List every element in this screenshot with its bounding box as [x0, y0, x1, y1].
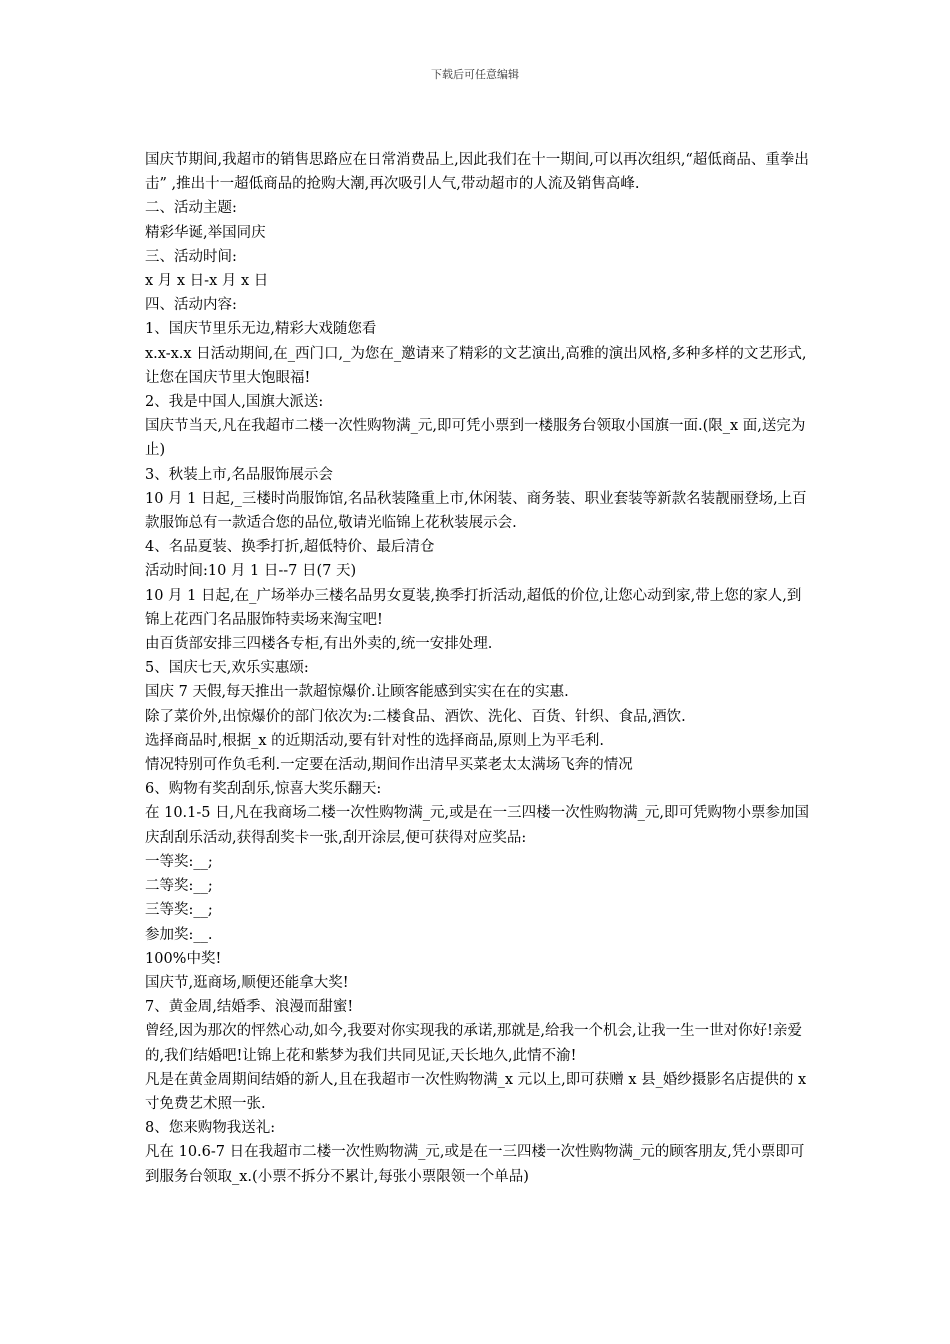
- paragraph: 10 月 1 日起,_三楼时尚服饰馆,名品秋装隆重上市,休闲装、商务装、职业套装等新款名装靓丽登场,上百款服饰总有一款适合您的品位,敬请光临锦上花秋装展示会.: [145, 490, 807, 532]
- paragraph: 国庆节当天,凡在我超市二楼一次性购物满_元,即可凭小票到一楼服务台领取小国旗一面.(限_x 面,送完为止): [145, 418, 806, 459]
- subheading: 2、我是中国人,国旗大派送:: [145, 394, 324, 411]
- paragraph: 活动时间:10 月 1 日--7 日(7 天): [145, 563, 357, 580]
- paragraph: 选择商品时,根据_x 的近期活动,要有针对性的选择商品,原则上为平毛利.: [145, 732, 604, 749]
- paragraph: 国庆 7 天假,每天推出一款超惊爆价.让顾客能感到实实在在的实惠.: [145, 684, 569, 701]
- paragraph: 精彩华诞,举国同庆: [145, 224, 266, 241]
- page-header: 下载后可任意编辑: [431, 68, 519, 81]
- subheading: 1、国庆节里乐无边,精彩大戏随您看: [145, 321, 377, 338]
- paragraph: 凡是在黄金周期间结婚的新人,且在我超市一次性购物满_x 元以上,即可获赠 x 县_婚纱摄影名店提供的 x 寸免费艺术照一张.: [145, 1071, 807, 1112]
- paragraph: 10 月 1 日起,在_广场举办三楼名品男女夏装,换季打折活动,超低的价位,让您心动到家,带上您的家人,到锦上花西门名品服饰特卖场来淘宝吧!: [145, 587, 802, 628]
- prize-item: 参加奖:__.: [145, 926, 213, 943]
- paragraph: 100%中奖!: [145, 950, 222, 967]
- heading-activity-theme: 二、活动主题:: [145, 200, 237, 217]
- paragraph: 曾经,因为那次的怦然心动,如今,我要对你实现我的承诺,那就是,给我一个机会,让我一生一世对你好!亲爱的,我们结婚吧!让锦上花和紫梦为我们共同见证,天长地久,此情不渝!: [145, 1023, 802, 1064]
- subheading: 4、名品夏装、换季打折,超低特价、最后清仓: [145, 539, 435, 556]
- paragraph: 情况特别可作负毛利.一定要在活动,期间作出清早买菜老太太满场飞奔的情况: [145, 757, 633, 774]
- subheading: 5、国庆七天,欢乐实惠颂:: [145, 660, 309, 677]
- heading-activity-time: 三、活动时间:: [145, 248, 237, 265]
- prize-item: 三等奖:__;: [145, 902, 213, 919]
- prize-item: 二等奖:__;: [145, 878, 213, 895]
- prize-item: 一等奖:__;: [145, 853, 213, 870]
- paragraph: 除了菜价外,出惊爆价的部门依次为:二楼食品、酒饮、洗化、百货、针织、食品,酒饮.: [145, 708, 686, 725]
- subheading: 8、您来购物我送礼:: [145, 1120, 276, 1137]
- paragraph: x.x-x.x 日活动期间,在_西门口,_为您在_邀请来了精彩的文艺演出,高雅的演出风格,多种多样的文艺形式,让您在国庆节里大饱眼福!: [145, 345, 807, 386]
- subheading: 7、黄金周,结婚季、浪漫而甜蜜!: [145, 999, 354, 1016]
- document-body: [145, 148, 810, 1189]
- paragraph: x 月 x 日-x 月 x 日: [145, 273, 269, 290]
- paragraph-intro: 国庆节期间,我超市的销售思路应在日常消费品上,因此我们在十一期间,可以再次组织,“超低商品、重拳出击” ,推出十一超低商品的抢购大潮,再次吸引人气,带动超市的人流及销售高峰.: [145, 152, 809, 193]
- paragraph: 在 10.1-5 日,凡在我商场二楼一次性购物满_元,或是在一三四楼一次性购物满_元,即可凭购物小票参加国庆刮刮乐活动,获得刮奖卡一张,刮开涂层,便可获得对应奖品:: [145, 805, 809, 846]
- paragraph: 凡在 10.6-7 日在我超市二楼一次性购物满_元,或是在一三四楼一次性购物满_元的顾客朋友,凭小票即可到服务台领取_x.(小票不拆分不累计,每张小票限领一个单品): [145, 1144, 805, 1185]
- subheading: 6、购物有奖刮刮乐,惊喜大奖乐翻天:: [145, 781, 382, 798]
- paragraph: 由百货部安排三四楼各专柜,有出外卖的,统一安排处理.: [145, 636, 493, 653]
- heading-activity-content: 四、活动内容:: [145, 297, 237, 314]
- paragraph: 国庆节,逛商场,顺便还能拿大奖!: [145, 974, 349, 991]
- subheading: 3、秋装上市,名品服饰展示会: [145, 466, 333, 483]
